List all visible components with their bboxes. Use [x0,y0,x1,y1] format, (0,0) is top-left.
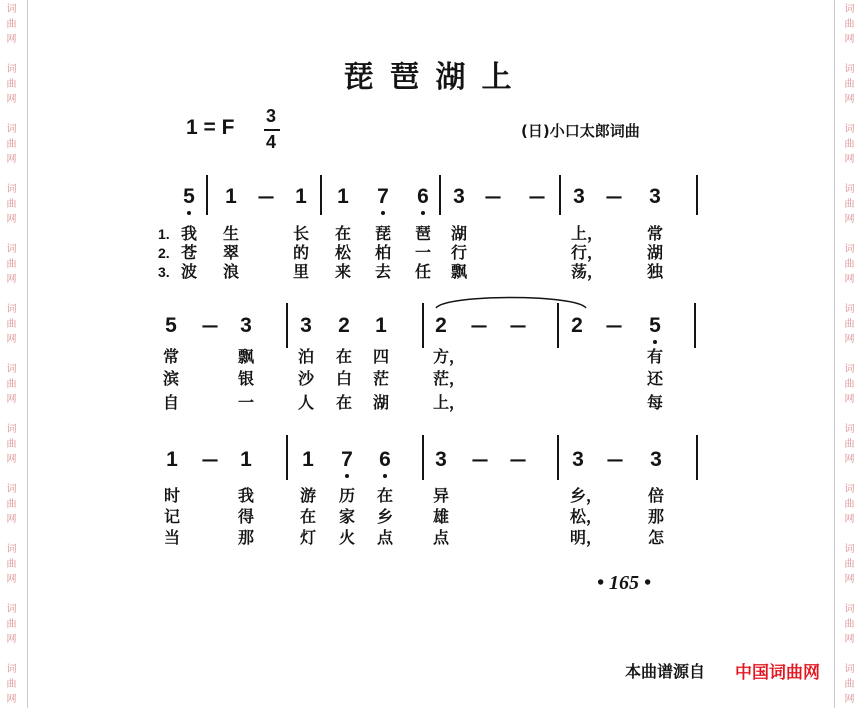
lyric-verse-2: 在 [300,507,317,526]
watermark-text: 词曲网 [4,663,15,708]
lyric-verse-3: 里 [293,262,310,281]
barline [557,435,559,480]
note-1: 1 [337,185,349,208]
note-1: 1 [240,448,252,471]
lyric-verse-3: 波 [181,262,198,281]
page-number: • 165 • [597,572,652,594]
lyric-verse-3: 人 [298,393,315,412]
lyric-verse-3: 灯 [300,528,317,547]
note-1: 1 [295,185,307,208]
lyric-verse-3: 怎 [648,528,665,547]
lyric-verse-2: 得 [238,507,255,526]
watermark-text: 词曲网 [4,183,15,228]
lyric-verse-1: 异 [433,486,450,505]
lyric-verse-3: 去 [375,262,392,281]
lyric-verse-1: 方， [433,347,466,366]
note-3: 3 [649,185,661,208]
note-3: 3 [572,448,584,471]
note-5: 5 [649,314,661,337]
duration-dash: — [509,316,527,336]
note-3: 3 [453,185,465,208]
song-title: 琵琶湖上 [343,60,528,95]
watermark-text: 词曲网 [4,243,15,288]
note-5: 5 [183,185,195,208]
note-1: 1 [166,448,178,471]
barline [286,435,288,480]
lyric-verse-3: 浪 [223,262,240,281]
lyric-verse-3: 一 [238,393,255,412]
note-3: 3 [573,185,585,208]
source-site-name: 中国词曲网 [735,663,820,683]
note-6: 6 [417,185,429,208]
note-7: 7 [341,448,353,471]
lyric-verse-1: 湖 [451,224,468,243]
lyric-verse-2: 苍 [181,243,198,262]
duration-dash: — [528,187,546,207]
lyric-verse-3: 每 [647,393,664,412]
watermark-text: 词曲网 [4,483,15,528]
lyric-verse-2: 一 [415,243,432,262]
lyric-verse-3: 火 [339,528,356,547]
lyric-verse-3: 飘 [451,262,468,281]
lyric-verse-1: 我 [238,486,255,505]
time-signature-upper: 3 [266,106,277,126]
verse-number: 2. [158,245,170,261]
watermark-text: 词曲网 [4,603,15,648]
lyric-verse-3: 那 [238,528,255,547]
lyric-verse-3: 独 [647,262,664,281]
watermark-text: 词曲网 [842,303,853,348]
lyric-verse-1: 乡， [570,486,603,505]
lyric-verse-1: 倍 [648,486,665,505]
note-1: 1 [302,448,314,471]
verse-number: 1. [158,226,170,242]
lyric-verse-2: 银 [238,369,255,388]
watermark-text: 词曲网 [842,423,853,468]
watermark-text: 词曲网 [842,183,853,228]
note-3: 3 [300,314,312,337]
lyric-verse-3: 湖 [373,393,390,412]
watermark-text: 词曲网 [4,3,15,48]
note-1: 1 [375,314,387,337]
note-5: 5 [165,314,177,337]
lyric-verse-1: 在 [336,347,353,366]
watermark-text: 词曲网 [4,363,15,408]
lyric-verse-3: 当 [164,528,181,547]
duration-dash: — [605,316,623,336]
lyric-verse-2: 行 [451,243,468,262]
time-signature-lower: 4 [266,132,277,152]
note-2: 2 [338,314,350,337]
lyric-verse-2: 雄 [433,507,450,526]
lyric-verse-2: 滨 [163,369,180,388]
watermark-text: 词曲网 [842,483,853,528]
lyric-verse-2: 的 [293,243,310,262]
watermark-text: 词曲网 [4,123,15,168]
watermark-text: 词曲网 [4,543,15,588]
duration-dash: — [606,450,624,470]
duration-dash: — [605,187,623,207]
verse-number: 3. [158,264,170,280]
lyric-verse-2: 柏 [375,243,392,262]
duration-dash: — [484,187,502,207]
watermark-text: 词曲网 [842,663,853,708]
lyric-verse-2: 沙 [298,369,315,388]
lyric-verse-1: 有 [647,347,664,366]
watermark-text: 词曲网 [842,123,853,168]
barline [696,435,698,480]
lyric-verse-2: 松 [335,243,352,262]
note-3: 3 [650,448,662,471]
watermark-text: 词曲网 [842,603,853,648]
lyric-verse-1: 常 [647,224,664,243]
lyric-verse-2: 乡 [377,507,394,526]
lyric-verse-2: 翠 [223,243,240,262]
note-7: 7 [377,185,389,208]
note-1: 1 [225,185,237,208]
note-3: 3 [435,448,447,471]
duration-dash: — [201,450,219,470]
watermark-text: 词曲网 [842,543,853,588]
lyric-verse-3: 点 [377,528,394,547]
lyric-verse-1: 我 [181,224,198,243]
watermark-text: 词曲网 [4,423,15,468]
lyric-verse-2: 还 [647,369,664,388]
lyric-verse-3: 明， [570,528,603,547]
lyric-verse-3: 上， [433,393,466,412]
duration-dash: — [257,187,275,207]
lyric-verse-3: 自 [163,393,180,412]
lyric-verse-1: 历 [339,486,356,505]
duration-dash: — [471,450,489,470]
lyric-verse-2: 家 [339,507,356,526]
lyric-verse-1: 琶 [415,224,432,243]
lyric-verse-2: 湖 [647,243,664,262]
source-note: 本曲谱源自 [625,662,706,681]
lyric-verse-1: 生 [223,224,240,243]
watermark-text: 词曲网 [4,63,15,108]
lyric-verse-3: 点 [433,528,450,547]
low-octave-dot [345,474,349,478]
lyric-verse-3: 在 [336,393,353,412]
lyric-verse-1: 在 [335,224,352,243]
barline [422,435,424,480]
note-2: 2 [435,314,447,337]
watermark-text: 词曲网 [842,63,853,108]
lyric-verse-2: 记 [164,507,181,526]
lyric-verse-1: 泊 [298,347,315,366]
lyric-verse-1: 时 [164,486,181,505]
watermark-text: 词曲网 [842,243,853,288]
duration-dash: — [470,316,488,336]
composer-attribution: (日)小口太郎词曲 [521,122,640,140]
lyric-verse-2: 茫 [373,369,390,388]
low-octave-dot [383,474,387,478]
lyric-verse-2: 行， [571,243,604,262]
lyric-verse-2: 松， [570,507,603,526]
lyric-verse-2: 白 [336,369,353,388]
lyric-verse-1: 四 [373,347,390,366]
watermark-text: 词曲网 [842,363,853,408]
key-signature: 1 = F [186,116,235,139]
note-2: 2 [571,314,583,337]
lyric-verse-1: 上， [571,224,604,243]
lyric-verse-1: 游 [300,486,317,505]
note-3: 3 [240,314,252,337]
note-6: 6 [379,448,391,471]
lyric-verse-1: 长 [293,224,310,243]
lyric-verse-3: 任 [415,262,432,281]
lyric-verse-3: 来 [335,262,352,281]
watermark-text: 词曲网 [4,303,15,348]
lyric-verse-2: 那 [648,507,665,526]
lyric-verse-2: 茫， [433,369,466,388]
lyric-verse-1: 在 [377,486,394,505]
lyric-verse-3: 荡， [571,262,604,281]
watermark-text: 词曲网 [842,3,853,48]
lyric-verse-1: 飘 [238,347,255,366]
lyric-verse-1: 常 [163,347,180,366]
duration-dash: — [509,450,527,470]
duration-dash: — [201,316,219,336]
lyric-verse-1: 琵 [375,224,392,243]
